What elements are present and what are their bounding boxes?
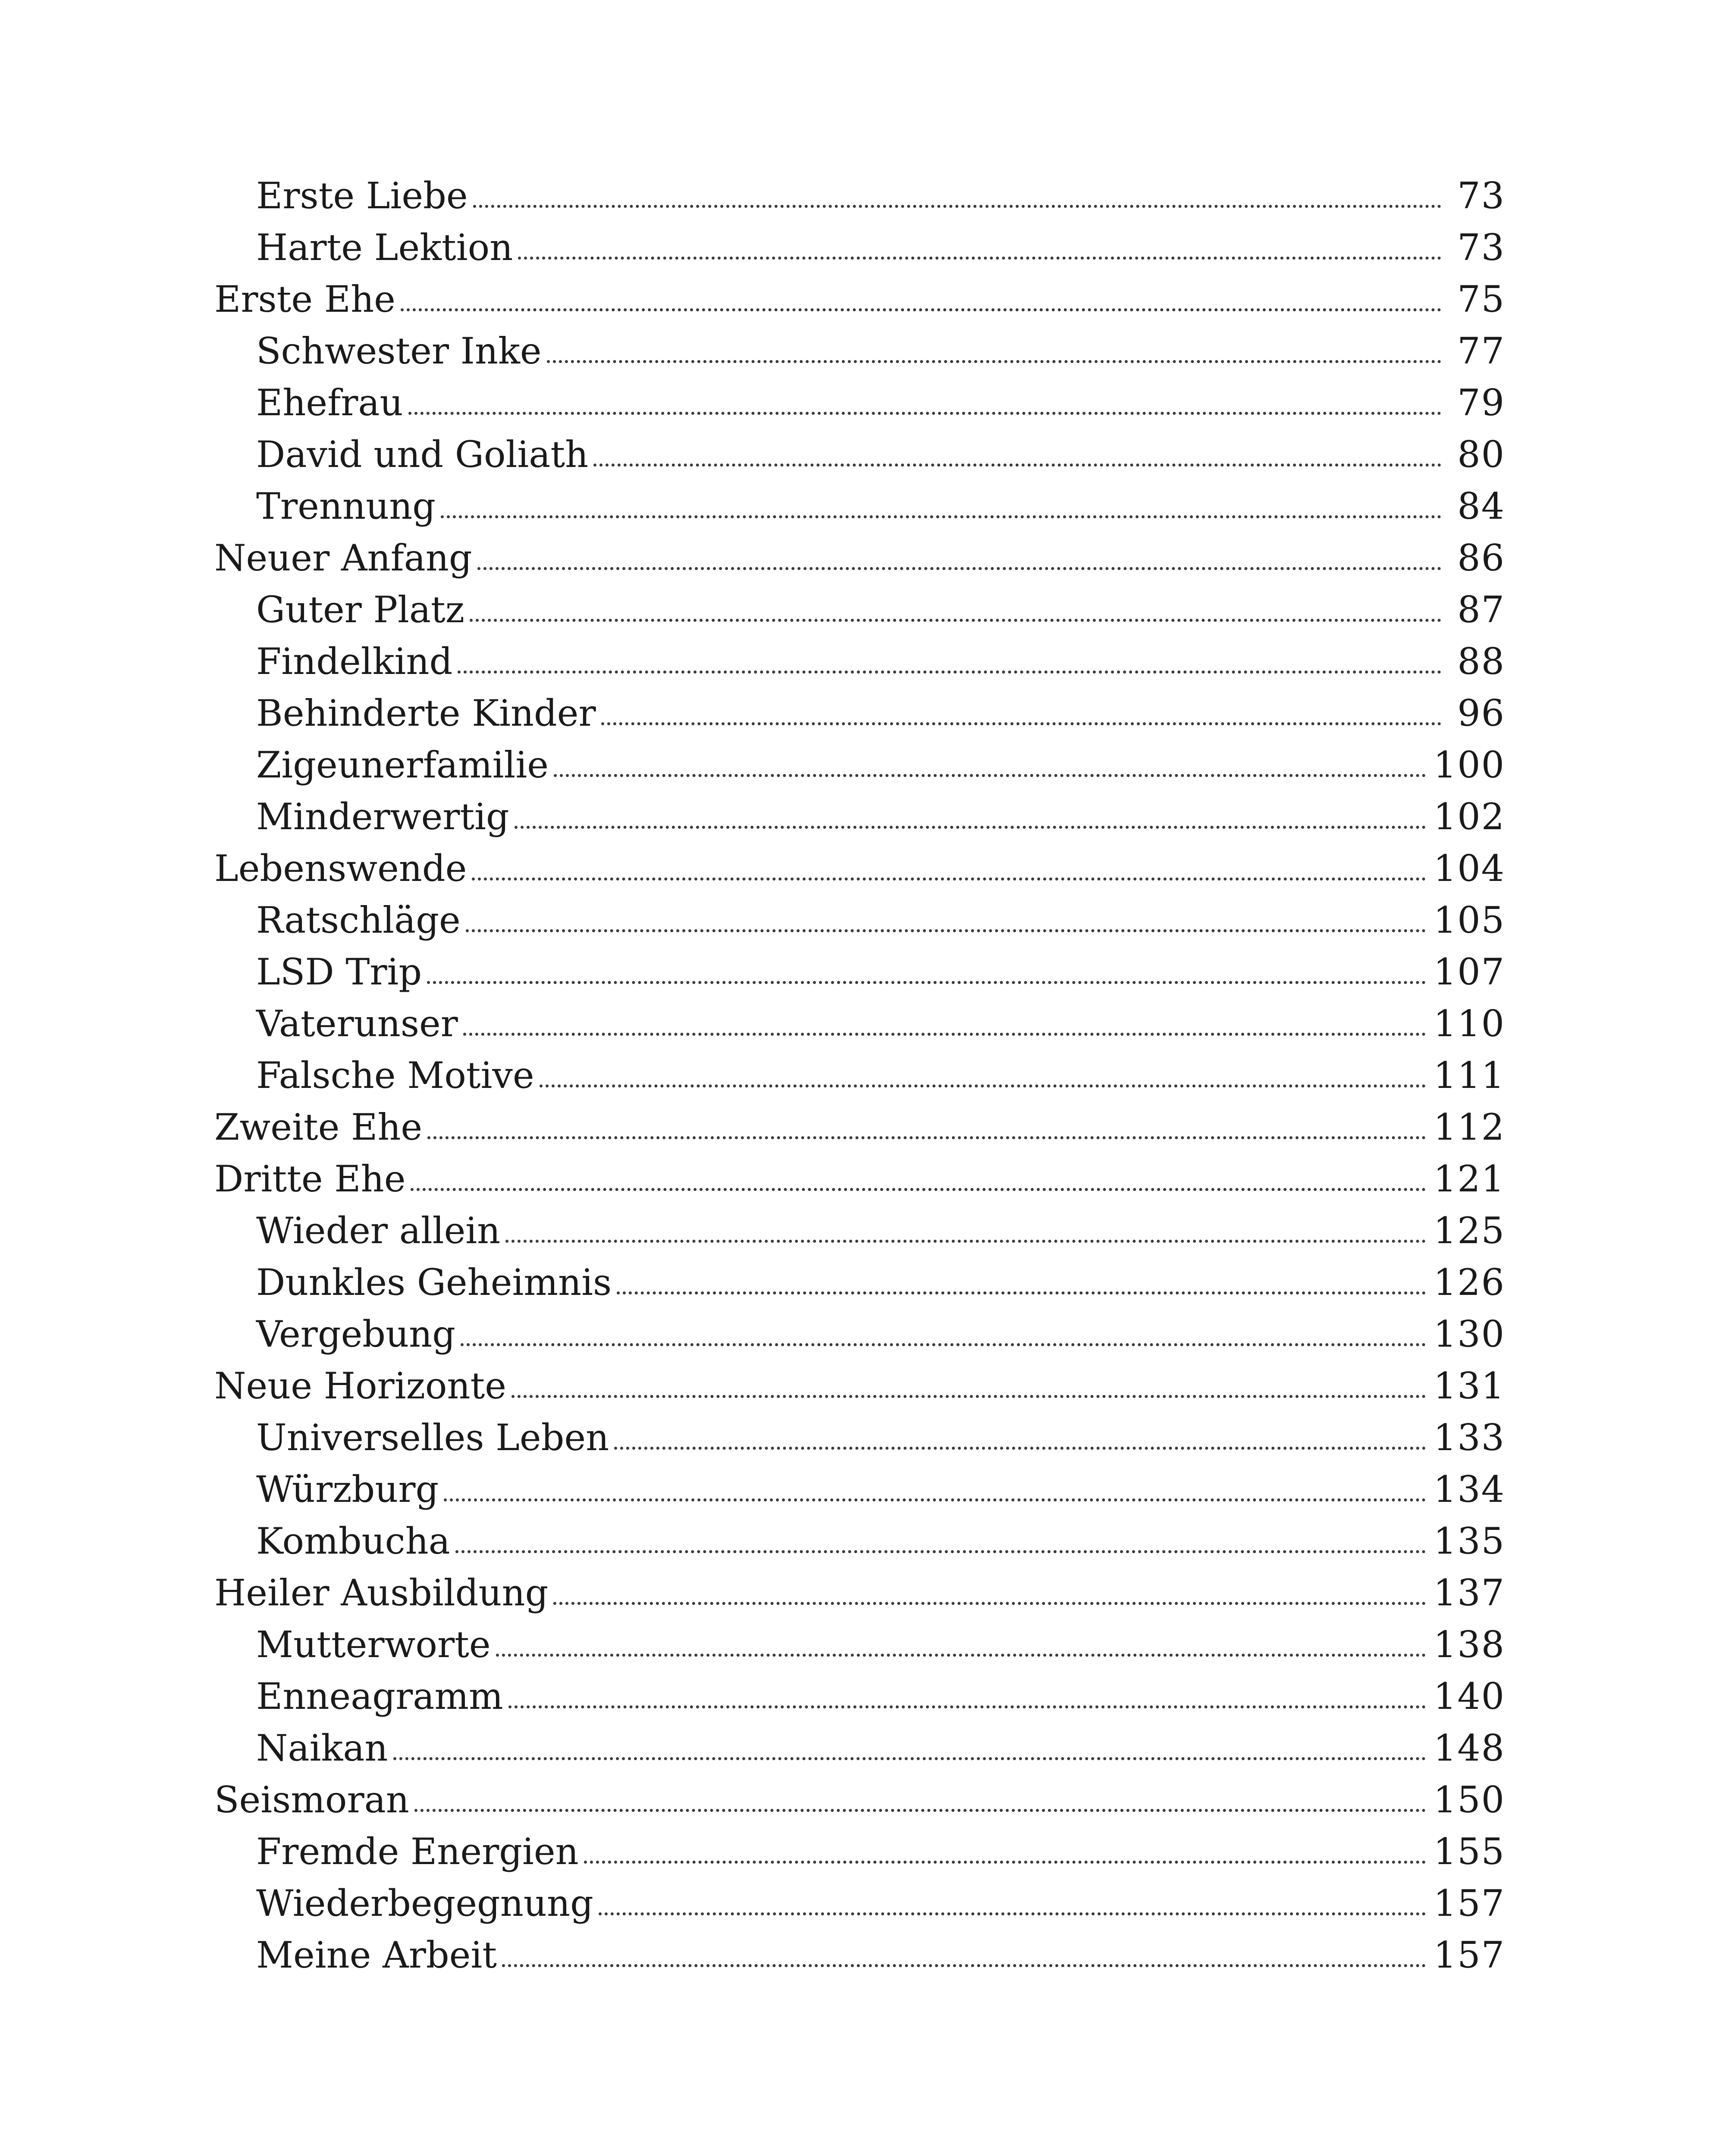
toc-entry [214, 219, 1505, 271]
dot-leader [393, 1757, 1426, 1760]
toc-entry-title: Naikan [256, 1727, 388, 1769]
dot-leader [593, 464, 1441, 467]
toc-entry-title: Heiler Ausbildung [214, 1572, 549, 1614]
dot-leader [463, 1033, 1426, 1036]
toc-entry [214, 1306, 1505, 1357]
toc-entry-page: 126 [1433, 1261, 1505, 1304]
dot-leader [496, 1654, 1426, 1657]
toc-entry-page: 140 [1433, 1675, 1505, 1717]
dot-leader [601, 722, 1441, 725]
dot-leader [614, 1447, 1425, 1450]
toc-entry-title: Wieder allein [256, 1210, 501, 1252]
dot-leader [444, 1498, 1425, 1501]
dot-leader [508, 1705, 1426, 1708]
toc-entry-page: 148 [1433, 1727, 1505, 1769]
toc-entry-title: Kombucha [256, 1520, 450, 1562]
toc-entry-title: Mutterworte [256, 1623, 491, 1666]
toc-entry-title: Erste Ehe [214, 278, 395, 320]
toc-entry-title: Meine Arbeit [256, 1934, 497, 1976]
dot-leader [472, 877, 1425, 881]
toc-entry [214, 736, 1505, 788]
dot-leader [461, 1343, 1426, 1346]
toc-entry-title: Ratschläge [256, 899, 461, 941]
toc-entry-page: 86 [1457, 537, 1505, 579]
toc-entry-title: Erste Liebe [256, 175, 468, 217]
toc-entry [214, 1357, 1505, 1409]
toc-entry-title: Ehefrau [256, 382, 403, 424]
toc-entry-page: 84 [1457, 485, 1505, 527]
toc-entry-title: Dunkles Geheimnis [256, 1261, 612, 1304]
dot-leader [411, 1188, 1425, 1191]
toc-entry [214, 1461, 1505, 1513]
dot-leader [427, 1136, 1426, 1139]
toc-entry [214, 840, 1505, 892]
toc-entry-title: Universelles Leben [256, 1416, 609, 1459]
toc-entry-page: 111 [1433, 1054, 1505, 1097]
toc-entry-title: Zigeunerfamilie [256, 744, 549, 786]
toc-entry [214, 1254, 1505, 1306]
toc-entry [214, 374, 1505, 426]
toc-entry-page: 73 [1457, 175, 1505, 217]
toc-entry-page: 125 [1433, 1210, 1505, 1252]
toc-entry-title: Harte Lektion [256, 226, 513, 269]
toc-entry-title: Dritte Ehe [214, 1158, 406, 1200]
dot-leader [584, 1861, 1426, 1864]
toc-entry [214, 1047, 1505, 1099]
toc-entry-page: 96 [1457, 692, 1505, 734]
toc-entry-page: 133 [1433, 1416, 1505, 1459]
toc-entry [214, 1823, 1505, 1875]
toc-entry-page: 104 [1433, 847, 1505, 890]
toc-entry-page: 157 [1433, 1882, 1505, 1924]
toc-entry-title: Seismoran [214, 1779, 409, 1821]
toc-entry [214, 323, 1505, 374]
dot-leader [502, 1964, 1426, 1967]
dot-leader [617, 1291, 1426, 1294]
toc-entry-page: 150 [1433, 1779, 1505, 1821]
dot-leader [505, 1240, 1425, 1243]
toc-entry-title: Schwester Inke [256, 330, 542, 372]
toc-entry [214, 167, 1505, 219]
dot-leader [515, 826, 1426, 829]
toc-entry-title: Neuer Anfang [214, 537, 472, 579]
toc-entry [214, 1875, 1505, 1927]
toc-entry [214, 1720, 1505, 1771]
toc-entry-title: Enneagramm [256, 1675, 503, 1717]
toc-entry-page: 80 [1457, 433, 1505, 476]
toc-entry [214, 1668, 1505, 1720]
toc-entry-page: 110 [1433, 1003, 1505, 1045]
dot-leader [477, 567, 1441, 570]
toc-entry-page: 112 [1433, 1106, 1505, 1148]
toc-entry [214, 426, 1505, 478]
toc-entry-title: Würzburg [256, 1468, 439, 1510]
toc-entry-title: LSD Trip [256, 951, 422, 993]
toc-entry-page: 100 [1433, 744, 1505, 786]
dot-leader [473, 205, 1441, 208]
toc-entry [214, 1616, 1505, 1668]
toc-entry [214, 1927, 1505, 1978]
toc-entry [214, 995, 1505, 1047]
toc-entry-page: 102 [1433, 796, 1505, 838]
toc-entry-title: Findelkind [256, 640, 453, 683]
toc-entry-title: Guter Platz [256, 589, 464, 631]
toc-entry [214, 581, 1505, 633]
toc-entry [214, 271, 1505, 323]
toc-entry-title: Behinderte Kinder [256, 692, 596, 734]
toc-entry [214, 478, 1505, 530]
dot-leader [554, 774, 1426, 777]
toc-entry [214, 892, 1505, 943]
toc-entry-page: 107 [1433, 951, 1505, 993]
toc-entry [214, 1202, 1505, 1254]
toc-entry-page: 137 [1433, 1572, 1505, 1614]
dot-leader [553, 1602, 1425, 1605]
toc-entry [214, 633, 1505, 685]
toc-entry [214, 685, 1505, 736]
toc-entry [214, 943, 1505, 995]
toc-entry [214, 1409, 1505, 1461]
toc-entry [214, 788, 1505, 840]
dot-leader [427, 981, 1425, 984]
toc-entry-page: 105 [1433, 899, 1505, 941]
toc-entry-title: Lebenswende [214, 847, 467, 890]
toc-entry-page: 88 [1457, 640, 1505, 683]
toc-entry-page: 134 [1433, 1468, 1505, 1510]
dot-leader [455, 1550, 1426, 1553]
table-of-contents [214, 167, 1505, 1978]
dot-leader [547, 360, 1441, 363]
toc-entry-page: 77 [1457, 330, 1505, 372]
toc-entry [214, 1771, 1505, 1823]
toc-entry-page: 130 [1433, 1313, 1505, 1355]
toc-entry-title: Vaterunser [256, 1003, 458, 1045]
toc-entry-page: 87 [1457, 589, 1505, 631]
dot-leader [466, 929, 1426, 932]
toc-entry [214, 530, 1505, 581]
dot-leader [458, 671, 1441, 674]
toc-entry-page: 73 [1457, 226, 1505, 269]
toc-entry-title: Fremde Energien [256, 1830, 579, 1873]
toc-entry-title: Falsche Motive [256, 1054, 534, 1097]
dot-leader [414, 1809, 1426, 1812]
toc-entry-page: 121 [1433, 1158, 1505, 1200]
toc-entry-title: Zweite Ehe [214, 1106, 423, 1148]
toc-entry-page: 135 [1433, 1520, 1505, 1562]
dot-leader [441, 515, 1441, 518]
dot-leader [408, 412, 1441, 415]
toc-entry-title: Wiederbegegnung [256, 1882, 593, 1924]
dot-leader [540, 1084, 1426, 1087]
toc-entry-page: 157 [1433, 1934, 1505, 1976]
dot-leader [511, 1395, 1426, 1398]
toc-entry-title: Vergebung [256, 1313, 456, 1355]
toc-entry-title: Minderwertig [256, 796, 509, 838]
dot-leader [518, 257, 1441, 260]
toc-entry-title: Neue Horizonte [214, 1365, 506, 1407]
toc-entry [214, 1099, 1505, 1150]
dot-leader [599, 1912, 1426, 1915]
dot-leader [470, 619, 1441, 622]
dot-leader [401, 308, 1441, 311]
toc-entry-page: 79 [1457, 382, 1505, 424]
toc-entry-page: 155 [1433, 1830, 1505, 1873]
toc-entry [214, 1564, 1505, 1616]
toc-entry [214, 1150, 1505, 1202]
toc-entry-page: 75 [1457, 278, 1505, 320]
toc-entry-title: Trennung [256, 485, 436, 527]
toc-entry-title: David und Goliath [256, 433, 589, 476]
toc-entry-page: 131 [1433, 1365, 1505, 1407]
toc-entry-page: 138 [1433, 1623, 1505, 1666]
toc-entry [214, 1513, 1505, 1564]
